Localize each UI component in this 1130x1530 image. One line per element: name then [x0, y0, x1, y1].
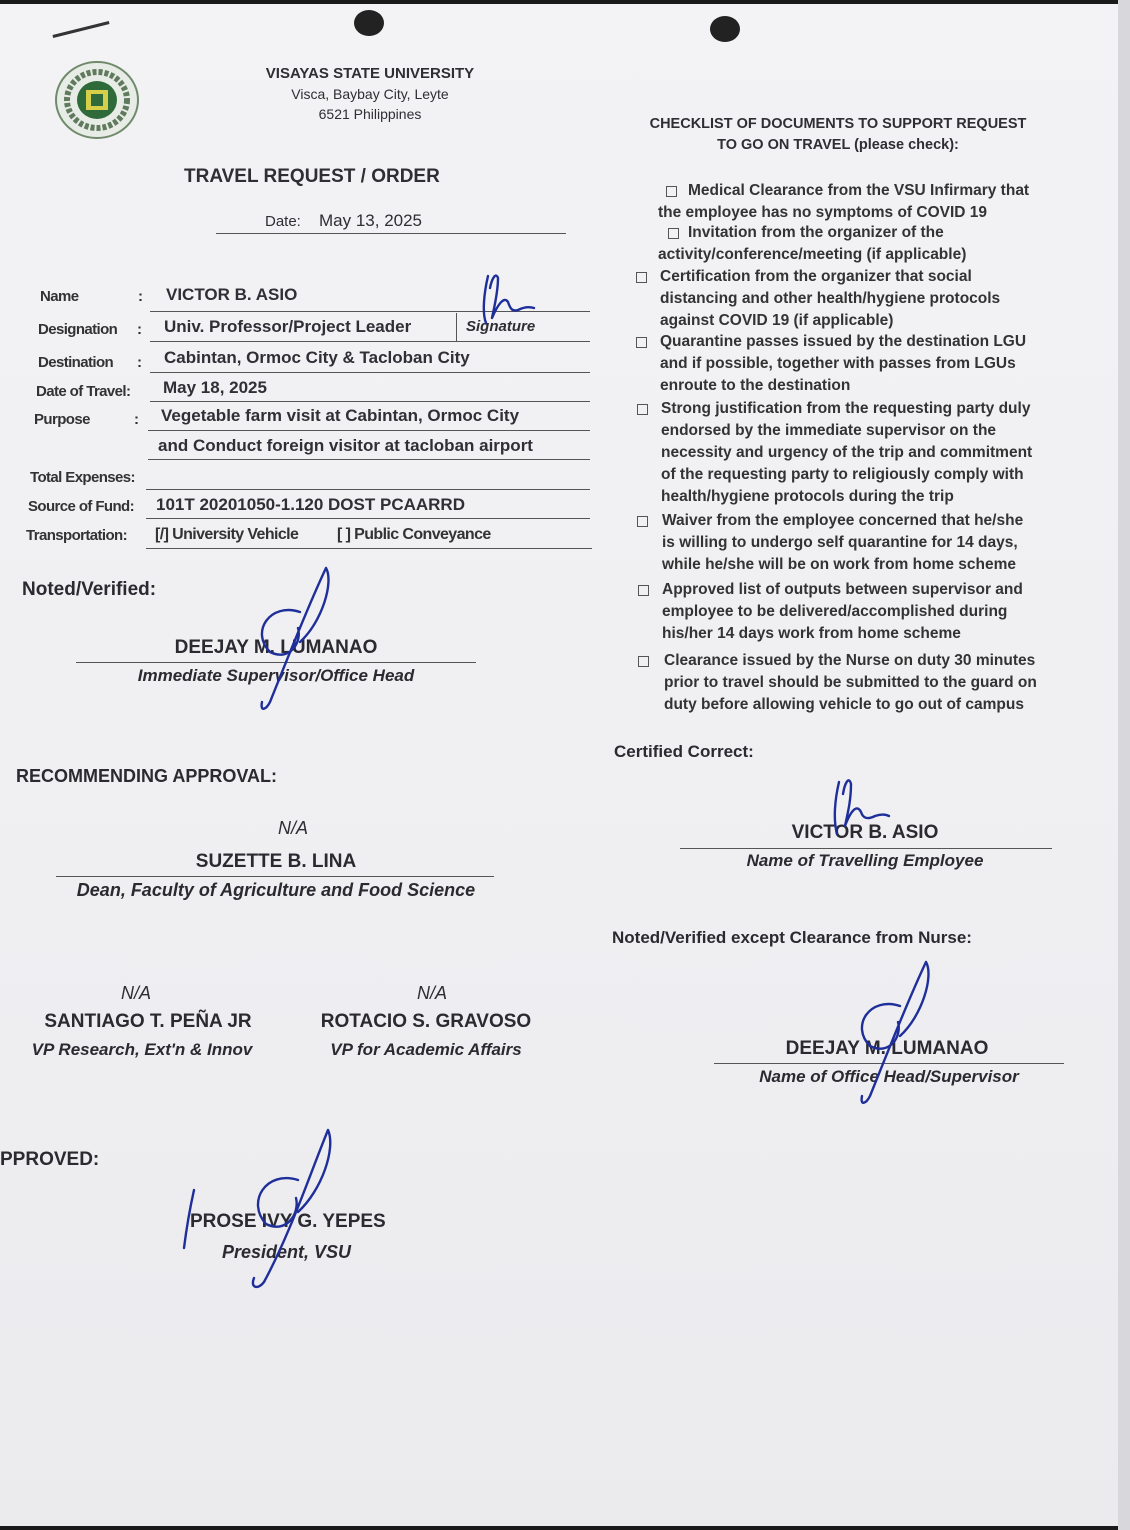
signature-divider — [456, 313, 457, 341]
checkbox[interactable] — [666, 186, 677, 197]
checklist-item-text: and if possible, together with passes from LGUs — [660, 355, 1016, 372]
transport-option-university-vehicle[interactable]: [/] University Vehicle — [155, 526, 299, 543]
university-address: Visca, Baybay City, Leyte — [291, 86, 449, 102]
checklist-item — [658, 180, 1029, 224]
noted-heading: Noted/Verified: — [22, 579, 157, 600]
date-of-travel-label: Date of Travel: — [36, 383, 131, 400]
checklist-item-text: endorsed by the immediate supervisor on the — [661, 422, 997, 439]
noted-nurse-title: Name of Office Head/Supervisor — [759, 1067, 1019, 1086]
approved-heading: PPROVED: — [0, 1149, 100, 1170]
checkbox[interactable] — [638, 585, 649, 596]
field-underline — [150, 401, 590, 402]
checklist-item-text: health/hygiene protocols during the trip — [661, 488, 954, 505]
form-title: TRAVEL REQUEST / ORDER — [184, 166, 440, 187]
president-title: President, VSU — [222, 1242, 352, 1262]
field-underline — [148, 430, 590, 431]
purpose-label: Purpose — [34, 411, 90, 428]
colon: : — [134, 411, 139, 428]
handwritten-signature-yepes — [180, 1124, 350, 1294]
checklist-item — [660, 266, 1000, 332]
destination-value: Cabintan, Ormoc City & Tacloban City — [164, 348, 470, 367]
checklist-item-text: duty before allowing vehicle to go out of campus — [664, 696, 1024, 713]
signature-line — [680, 848, 1052, 849]
noted-title: Immediate Supervisor/Office Head — [137, 666, 415, 685]
checklist-item-text: Certification from the organizer that social — [660, 268, 972, 285]
checkbox[interactable] — [638, 656, 649, 667]
checklist-item-text: Invitation from the organizer of the — [688, 224, 944, 241]
transportation-label: Transportation: — [26, 527, 128, 544]
checklist-item-text: Approved list of outputs between supervisor and — [662, 581, 1023, 598]
field-underline — [150, 372, 590, 373]
checkbox[interactable] — [637, 516, 648, 527]
checklist-item-text: the employee has no symptoms of COVID 19 — [658, 204, 988, 221]
certified-title: Name of Travelling Employee — [746, 851, 984, 870]
handwritten-signature-asio-certified — [815, 774, 905, 844]
university-postal: 6521 Philippines — [318, 106, 422, 122]
punch-hole — [710, 16, 740, 42]
vp-academic-status: N/A — [417, 983, 448, 1003]
field-underline — [148, 459, 590, 460]
checklist-item-text: necessity and urgency of the trip and commitment — [661, 444, 1033, 461]
transport-option-public-conveyance[interactable]: [ ] Public Conveyance — [337, 526, 491, 543]
designation-value: Univ. Professor/Project Leader — [164, 317, 412, 336]
date-underline — [216, 233, 566, 234]
checklist-item-text: Waiver from the employee concerned that he/she — [662, 512, 1024, 529]
signature-line — [56, 876, 494, 877]
university-name: VISAYAS STATE UNIVERSITY — [265, 65, 475, 82]
vp-research-title: VP Research, Ext'n & Innov — [31, 1040, 253, 1059]
noted-name: DEEJAY M. LUMANAO — [174, 637, 378, 658]
purpose-value-line2: and Conduct foreign visitor at tacloban airport — [158, 436, 533, 455]
field-underline — [146, 518, 590, 519]
checklist-item-text: Medical Clearance from the VSU Infirmary that — [688, 182, 1030, 199]
vp-research-status: N/A — [121, 983, 152, 1003]
checklist-item — [658, 222, 966, 266]
checklist-item-text: employee to be delivered/accomplished during — [662, 603, 1008, 620]
handwritten-signature-lumanao — [230, 562, 360, 712]
checklist-item-text: Strong justification from the requesting party duly — [661, 400, 1031, 417]
recommending-heading: RECOMMENDING APPROVAL: — [16, 766, 277, 786]
president-name: PROSE IVY G. YEPES — [190, 1211, 386, 1232]
certified-heading: Certified Correct: — [614, 742, 754, 761]
field-underline — [150, 341, 590, 342]
vp-academic-name: ROTACIO S. GRAVOSO — [320, 1011, 532, 1032]
checkbox[interactable] — [636, 272, 647, 283]
checklist-item — [662, 579, 1023, 645]
checklist-item-text: while he/she will be on work from home scheme — [662, 556, 1017, 573]
total-expenses-label: Total Expenses: — [30, 469, 135, 486]
checklist-heading: CHECKLIST OF DOCUMENTS TO SUPPORT REQUEST — [649, 116, 1027, 132]
checklist-item-text: Clearance issued by the Nurse on duty 30 minutes — [664, 652, 1036, 669]
name-value: VICTOR B. ASIO — [166, 285, 298, 304]
checklist-item-text: against COVID 19 (if applicable) — [660, 312, 894, 329]
name-label: Name — [40, 288, 79, 305]
checkbox[interactable] — [637, 404, 648, 415]
university-seal-logo — [54, 60, 140, 140]
checklist-item-text: of the requesting party to religiously comply with — [661, 466, 1024, 483]
checklist-item — [660, 331, 1026, 397]
checklist-item-text: prior to travel should be submitted to the guard on — [664, 674, 1037, 691]
checklist-item-text: his/her 14 days work from home scheme — [662, 625, 961, 642]
colon: : — [138, 288, 143, 305]
field-underline — [146, 489, 590, 490]
certified-name: VICTOR B. ASIO — [791, 822, 939, 843]
signature-label: Signature — [466, 318, 536, 335]
checklist-item-text: is willing to undergo self quarantine for 14 days, — [662, 534, 1018, 551]
checklist-item — [664, 650, 1037, 716]
date-of-travel-value: May 18, 2025 — [163, 378, 267, 397]
page-edge — [1118, 0, 1130, 1530]
destination-label: Destination — [38, 354, 114, 371]
checklist-item-text: enroute to the destination — [660, 377, 851, 394]
field-underline — [146, 548, 592, 549]
checklist-item-text: Quarantine passes issued by the destination LGU — [660, 333, 1027, 350]
source-of-fund-value: 101T 20201050-1.120 DOST PCAARRD — [156, 495, 465, 514]
designation-label: Designation — [38, 321, 118, 338]
purpose-value-line1: Vegetable farm visit at Cabintan, Ormoc City — [161, 406, 520, 425]
checklist-item — [662, 510, 1023, 576]
dean-status: N/A — [278, 818, 309, 838]
noted-nurse-heading: Noted/Verified except Clearance from Nurse: — [612, 928, 972, 947]
colon: : — [137, 354, 142, 371]
dean-title: Dean, Faculty of Agriculture and Food Science — [76, 880, 476, 900]
date-label: Date: — [265, 213, 301, 230]
noted-nurse-name: DEEJAY M. LUMANAO — [785, 1038, 989, 1059]
handwritten-signature-lumanao-nurse — [830, 956, 960, 1106]
vp-academic-title: VP for Academic Affairs — [330, 1040, 522, 1059]
checklist-item — [661, 398, 1032, 508]
checklist-item-text: distancing and other health/hygiene protocols — [660, 290, 1001, 307]
handwritten-signature-asio — [478, 268, 548, 328]
checkbox[interactable] — [636, 337, 647, 348]
dean-name: SUZETTE B. LINA — [195, 851, 357, 872]
vp-research-name: SANTIAGO T. PEÑA JR — [44, 1011, 252, 1032]
checklist-heading-sub: TO GO ON TRAVEL (please check): — [717, 137, 959, 153]
colon: : — [137, 321, 142, 338]
punch-hole — [354, 10, 384, 36]
checklist-item-text: activity/conference/meeting (if applicable) — [658, 246, 967, 263]
checkbox[interactable] — [668, 228, 679, 239]
date-value: May 13, 2025 — [319, 211, 423, 230]
source-of-fund-label: Source of Fund: — [28, 498, 134, 515]
